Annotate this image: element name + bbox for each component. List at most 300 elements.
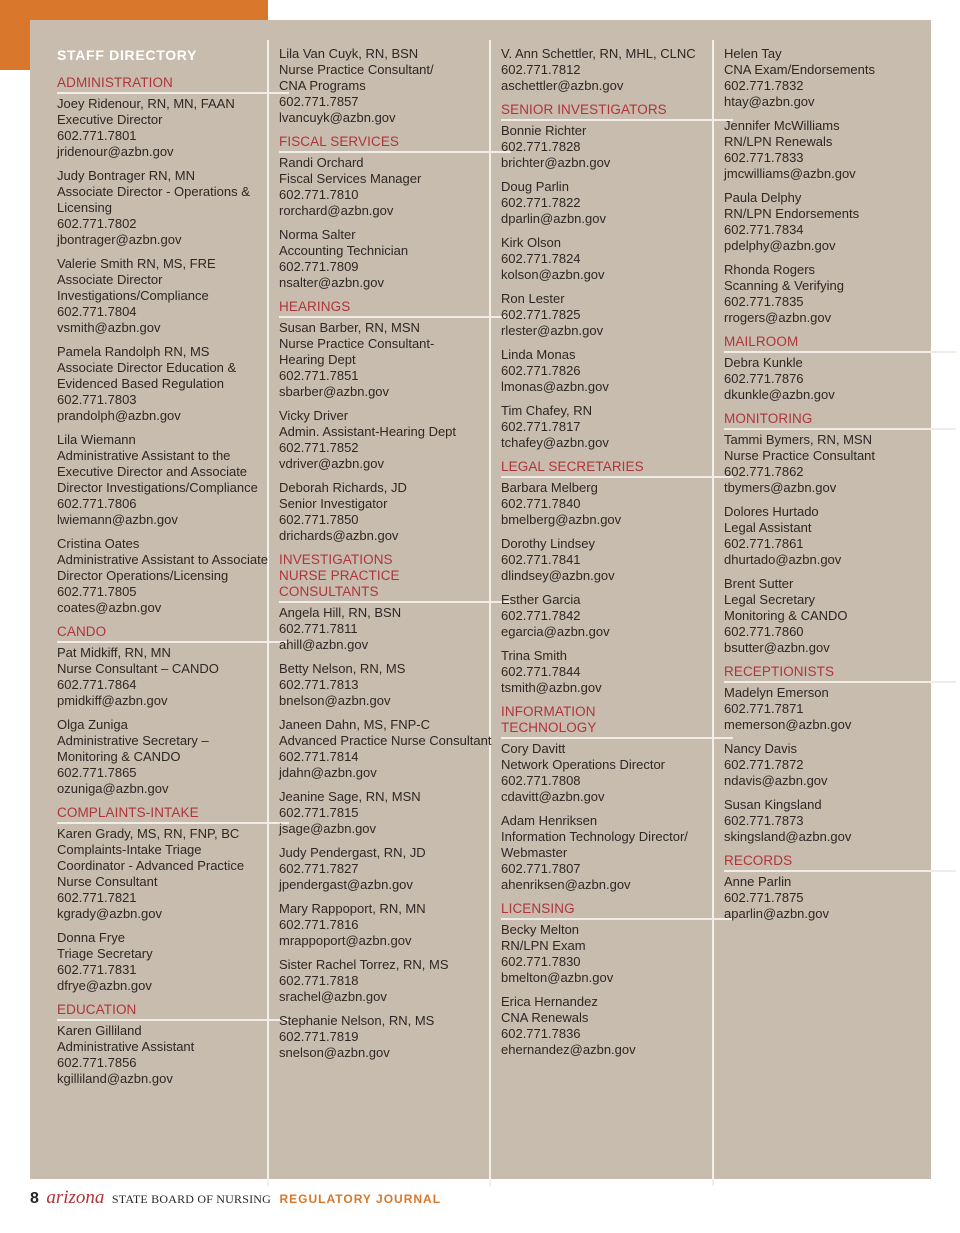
staff-email-link[interactable]: lwiemann@azbn.gov [57,512,178,527]
section-heading [501,704,733,739]
section-heading [279,299,511,318]
staff-title: Associate Director - Operations & [57,184,250,199]
staff-name: Dorothy Lindsey [501,536,595,551]
staff-name: Nancy Davis [724,741,797,756]
staff-email-link[interactable]: pdelphy@azbn.gov [724,238,836,253]
staff-phone: 602.771.7822 [501,195,581,210]
staff-phone: 602.771.7864 [57,677,137,692]
staff-phone: 602.771.7803 [57,392,137,407]
section-heading-line: RECORDS [724,853,793,868]
staff-phone: 602.771.7851 [279,368,359,383]
staff-email-link[interactable]: jridenour@azbn.gov [57,144,174,159]
section-heading-line: SENIOR INVESTIGATORS [501,102,667,117]
section-heading-line: INVESTIGATIONS [279,552,393,567]
staff-email-link[interactable]: drichards@azbn.gov [279,528,399,543]
staff-phone: 602.771.7856 [57,1055,137,1070]
staff-title: Administrative Assistant to Associate [57,552,268,567]
staff-title: Administrative Secretary – [57,733,209,748]
staff-phone: 602.771.7841 [501,552,581,567]
staff-email-link[interactable]: coates@azbn.gov [57,600,162,615]
staff-entry [501,291,733,339]
staff-title: Hearing Dept [279,352,356,367]
directory-section [501,102,733,451]
staff-entry [501,648,733,696]
staff-email-link[interactable]: tchafey@azbn.gov [501,435,609,450]
staff-name: Debra Kunkle [724,355,803,370]
staff-email-link[interactable]: egarcia@azbn.gov [501,624,610,639]
staff-email-link[interactable]: ndavis@azbn.gov [724,773,828,788]
staff-entry [724,685,956,733]
staff-name: Joey Ridenour, RN, MN, FAAN [57,96,235,111]
directory-section [279,552,511,1061]
staff-phone: 602.771.7824 [501,251,581,266]
staff-phone: 602.771.7826 [501,363,581,378]
staff-email-link[interactable]: tsmith@azbn.gov [501,680,602,695]
staff-title: Admin. Assistant-Hearing Dept [279,424,457,439]
staff-phone: 602.771.7808 [501,773,581,788]
staff-email-link[interactable]: kgilliland@azbn.gov [57,1071,173,1086]
staff-title: Licensing [57,200,112,215]
staff-phone: 602.771.7807 [501,861,581,876]
section-heading [57,1002,289,1021]
staff-name: Dolores Hurtado [724,504,819,519]
staff-name: Vicky Driver [279,408,349,423]
staff-name: Linda Monas [501,347,576,362]
section-heading [724,664,956,683]
staff-name: Helen Tay [724,46,782,61]
staff-entry [279,661,511,709]
staff-name: Susan Kingsland [724,797,822,812]
staff-name: Karen Grady, MS, RN, FNP, BC [57,826,240,841]
staff-phone: 602.771.7850 [279,512,359,527]
staff-title: Complaints-Intake Triage [57,842,202,857]
staff-email-link[interactable]: htay@azbn.gov [724,94,815,109]
staff-email-link[interactable]: ehernandez@azbn.gov [501,1042,636,1057]
directory-section [501,459,733,696]
page-title: STAFF DIRECTORY [57,47,198,63]
staff-entry [501,347,733,395]
staff-title: CNA Exam/Endorsements [724,62,876,77]
staff-phone: 602.771.7805 [57,584,137,599]
staff-email-link[interactable]: vdriver@azbn.gov [279,456,384,471]
staff-email-link[interactable]: bsutter@azbn.gov [724,640,830,655]
section-heading-line: ADMINISTRATION [57,75,173,90]
staff-name: Janeen Dahn, MS, FNP-C [279,717,431,732]
staff-email-link[interactable]: nsalter@azbn.gov [279,275,384,290]
staff-phone: 602.771.7812 [501,62,581,77]
staff-entry [57,645,289,709]
staff-name: Jennifer McWilliams [724,118,840,133]
directory-section [724,334,956,403]
staff-title: Legal Secretary [724,592,816,607]
staff-name: Tim Chafey, RN [501,403,593,418]
staff-entry [724,874,956,922]
staff-email-link[interactable]: cdavitt@azbn.gov [501,789,605,804]
staff-title: CNA Programs [279,78,366,93]
staff-title: Webmaster [501,845,568,860]
staff-entry [279,320,511,400]
staff-title: Executive Director and Associate [57,464,248,479]
directory-section [279,46,511,126]
section-heading [57,624,289,643]
staff-email-link[interactable]: dfrye@azbn.gov [57,978,152,993]
staff-email-link[interactable]: dhurtado@azbn.gov [724,552,842,567]
section-heading [724,853,956,872]
staff-email-link[interactable]: kgrady@azbn.gov [57,906,162,921]
staff-entry [501,741,733,805]
section-heading-line: NURSE PRACTICE [279,568,400,583]
staff-entry [724,190,956,254]
staff-phone: 602.771.7806 [57,496,137,511]
staff-phone: 602.771.7811 [279,621,358,636]
section-heading-line: HEARINGS [279,299,351,314]
staff-phone: 602.771.7830 [501,954,581,969]
directory-section [501,46,733,94]
staff-phone: 602.771.7865 [57,765,137,780]
staff-name: Madelyn Emerson [724,685,829,700]
staff-title: RN/LPN Endorsements [724,206,860,221]
staff-entry [724,118,956,182]
directory-section [501,704,733,893]
section-heading [501,901,733,920]
staff-phone: 602.771.7833 [724,150,804,165]
staff-title: Nurse Practice Consultant/ [279,62,434,77]
staff-entry [501,994,733,1058]
staff-entry [724,797,956,845]
directory-section [724,46,956,326]
staff-email-link[interactable]: jmcwilliams@azbn.gov [724,166,856,181]
staff-email-link[interactable]: pmidkiff@azbn.gov [57,693,168,708]
staff-name: Paula Delphy [724,190,802,205]
staff-name: Cristina Oates [57,536,140,551]
staff-entry [279,227,511,291]
section-heading-line: MAILROOM [724,334,799,349]
section-heading [57,805,289,824]
staff-name: Trina Smith [501,648,567,663]
staff-name: Pat Midkiff, RN, MN [57,645,171,660]
staff-entry [279,155,511,219]
staff-title: Administrative Assistant [57,1039,195,1054]
staff-name: Susan Barber, RN, MSN [279,320,420,335]
staff-phone: 602.771.7862 [724,464,804,479]
section-heading [724,411,956,430]
staff-phone: 602.771.7835 [724,294,804,309]
staff-name: Lila Van Cuyk, RN, BSN [279,46,419,61]
section-heading-line: EDUCATION [57,1002,137,1017]
staff-title: Senior Investigator [279,496,388,511]
staff-name: Mary Rappoport, RN, MN [279,901,426,916]
staff-title: Nurse Practice Consultant [724,448,876,463]
staff-entry [501,123,733,171]
staff-entry [724,504,956,568]
staff-entry [279,1013,511,1061]
staff-phone: 602.771.7831 [57,962,137,977]
directory-section [501,901,733,1058]
staff-phone: 602.771.7873 [724,813,804,828]
staff-email-link[interactable]: aschettler@azbn.gov [501,78,624,93]
staff-email-link[interactable]: bnelson@azbn.gov [279,693,391,708]
staff-name: Norma Salter [279,227,356,242]
staff-title: Investigations/Compliance [57,288,209,303]
staff-email-link[interactable]: prandolph@azbn.gov [57,408,181,423]
directory-section [57,805,289,994]
staff-email-link[interactable]: jbontrager@azbn.gov [57,232,182,247]
staff-email-link[interactable]: dlindsey@azbn.gov [501,568,615,583]
staff-title: Director Operations/Licensing [57,568,229,583]
staff-entry [501,403,733,451]
section-heading-line: CANDO [57,624,107,639]
section-heading [279,134,511,153]
staff-email-link[interactable]: ozuniga@azbn.gov [57,781,169,796]
staff-title: Accounting Technician [279,243,409,258]
staff-entry [57,1023,289,1087]
section-heading [57,75,289,94]
staff-title: RN/LPN Renewals [724,134,833,149]
staff-email-link[interactable]: vsmith@azbn.gov [57,320,161,335]
staff-name: Deborah Richards, JD [279,480,407,495]
staff-entry [724,355,956,403]
directory-column-4 [724,46,956,930]
staff-title: Associate Director [57,272,163,287]
staff-phone: 602.771.7814 [279,749,359,764]
staff-phone: 602.771.7876 [724,371,804,386]
staff-email-link[interactable]: jdahn@azbn.gov [279,765,377,780]
staff-phone: 602.771.7840 [501,496,581,511]
staff-email-link[interactable]: srachel@azbn.gov [279,989,387,1004]
staff-title: CNA Renewals [501,1010,589,1025]
directory-column-1 [57,46,289,1095]
section-heading [279,552,511,603]
section-heading-line: COMPLAINTS-INTAKE [57,805,199,820]
staff-name: Karen Gilliland [57,1023,142,1038]
staff-name: Barbara Melberg [501,480,598,495]
staff-name: Rhonda Rogers [724,262,816,277]
staff-email-link[interactable]: lmonas@azbn.gov [501,379,609,394]
staff-phone: 602.771.7801 [57,128,137,143]
staff-name: Bonnie Richter [501,123,587,138]
staff-entry [279,845,511,893]
staff-name: Erica Hernandez [501,994,598,1009]
staff-phone: 602.771.7861 [724,536,804,551]
staff-phone: 602.771.7818 [279,973,359,988]
staff-email-link[interactable]: lvancuyk@azbn.gov [279,110,396,125]
staff-name: Angela Hill, RN, BSN [279,605,402,620]
staff-entry [57,930,289,994]
staff-email-link[interactable]: bmelberg@azbn.gov [501,512,622,527]
publication-state: arizona [46,1187,105,1208]
staff-title: Legal Assistant [724,520,812,535]
directory-column-3 [501,46,733,1066]
section-heading [501,102,733,121]
staff-entry [501,179,733,227]
staff-phone: 602.771.7804 [57,304,137,319]
section-heading-line: TECHNOLOGY [501,720,597,735]
staff-entry [57,344,289,424]
staff-title: Executive Director [57,112,163,127]
directory-section [57,1002,289,1087]
directory-column-2 [279,46,511,1069]
staff-entry [501,480,733,528]
section-heading-line: LEGAL SECRETARIES [501,459,644,474]
staff-email-link[interactable]: jsage@azbn.gov [279,821,377,836]
staff-title: Nurse Practice Consultant- [279,336,435,351]
staff-phone: 602.771.7828 [501,139,581,154]
staff-title: RN/LPN Exam [501,938,586,953]
staff-phone: 602.771.7871 [724,701,804,716]
staff-name: Lila Wiemann [57,432,136,447]
staff-title: Evidenced Based Regulation [57,376,224,391]
staff-title: Monitoring & CANDO [724,608,848,623]
directory-section [724,411,956,656]
staff-entry [57,168,289,248]
staff-email-link[interactable]: snelson@azbn.gov [279,1045,390,1060]
staff-name: Ron Lester [501,291,565,306]
staff-phone: 602.771.7844 [501,664,581,679]
staff-phone: 602.771.7815 [279,805,359,820]
staff-entry [724,432,956,496]
staff-phone: 602.771.7827 [279,861,359,876]
staff-name: Pamela Randolph RN, MS [57,344,210,359]
staff-email-link[interactable]: mrappoport@azbn.gov [279,933,412,948]
staff-email-link[interactable]: dparlin@azbn.gov [501,211,606,226]
staff-email-link[interactable]: dkunkle@azbn.gov [724,387,835,402]
staff-email-link[interactable]: tbymers@azbn.gov [724,480,837,495]
staff-phone: 602.771.7809 [279,259,359,274]
staff-name: V. Ann Schettler, RN, MHL, CLNC [501,46,696,61]
directory-section [279,299,511,544]
staff-entry [724,262,956,326]
staff-email-link[interactable]: rorchard@azbn.gov [279,203,394,218]
staff-title: Advanced Practice Nurse Consultant [279,733,492,748]
staff-phone: 602.771.7825 [501,307,581,322]
staff-title: Monitoring & CANDO [57,749,181,764]
staff-email-link[interactable]: jpendergast@azbn.gov [279,877,413,892]
section-heading-line: RECEPTIONISTS [724,664,835,679]
staff-email-link[interactable]: bmelton@azbn.gov [501,970,614,985]
staff-entry [279,605,511,653]
staff-title: Administrative Assistant to the [57,448,231,463]
section-heading [724,334,956,353]
staff-name: Becky Melton [501,922,580,937]
staff-title: Information Technology Director/ [501,829,688,844]
staff-name: Esther Garcia [501,592,581,607]
publication-journal: REGULATORY JOURNAL [279,1192,442,1206]
staff-email-link[interactable]: brichter@azbn.gov [501,155,611,170]
staff-title: Scanning & Verifying [724,278,844,293]
staff-email-link[interactable]: rlester@azbn.gov [501,323,604,338]
staff-entry [279,408,511,472]
staff-phone: 602.771.7836 [501,1026,581,1041]
staff-email-link[interactable]: aparlin@azbn.gov [724,906,829,921]
staff-name: Judy Pendergast, RN, JD [279,845,426,860]
section-heading-line: MONITORING [724,411,813,426]
staff-entry [279,957,511,1005]
staff-email-link[interactable]: memerson@azbn.gov [724,717,852,732]
staff-phone: 602.771.7834 [724,222,804,237]
staff-phone: 602.771.7816 [279,917,359,932]
staff-entry [57,96,289,160]
staff-email-link[interactable]: rrogers@azbn.gov [724,310,832,325]
staff-phone: 602.771.7857 [279,94,359,109]
directory-section [279,134,511,291]
staff-name: Betty Nelson, RN, MS [279,661,406,676]
staff-entry [724,46,956,110]
staff-title: Nurse Consultant [57,874,158,889]
section-heading-line: CONSULTANTS [279,584,379,599]
publication-board: STATE BOARD OF NURSING [111,1192,272,1206]
staff-title: Director Investigations/Compliance [57,480,258,495]
staff-title: Coordinator - Advanced Practice [57,858,245,873]
staff-name: Tammi Bymers, RN, MSN [724,432,873,447]
staff-name: Anne Parlin [724,874,792,889]
directory-section [724,664,956,845]
staff-phone: 602.771.7875 [724,890,804,905]
staff-phone: 602.771.7817 [501,419,581,434]
staff-phone: 602.771.7860 [724,624,804,639]
staff-title: Network Operations Director [501,757,665,772]
section-heading-line: FISCAL SERVICES [279,134,400,149]
staff-entry [279,901,511,949]
staff-entry [724,741,956,789]
staff-entry [279,46,511,126]
staff-title: Fiscal Services Manager [279,171,422,186]
staff-name: Valerie Smith RN, MS, FRE [57,256,216,271]
section-heading [501,459,733,478]
staff-name: Randi Orchard [279,155,364,170]
staff-title: Triage Secretary [57,946,153,961]
directory-section [57,624,289,797]
staff-entry [57,536,289,616]
staff-title: Associate Director Education & [57,360,237,375]
page-footer [30,1188,441,1208]
staff-name: Doug Parlin [501,179,569,194]
staff-entry [501,813,733,893]
staff-email-link[interactable]: kolson@azbn.gov [501,267,605,282]
staff-phone: 602.771.7819 [279,1029,359,1044]
directory-section [724,853,956,922]
staff-entry [724,576,956,656]
page-number: 8 [30,1190,39,1207]
staff-entry [501,536,733,584]
staff-phone: 602.771.7821 [57,890,137,905]
staff-name: Adam Henriksen [501,813,598,828]
section-heading-line: INFORMATION [501,704,596,719]
staff-name: Stephanie Nelson, RN, MS [279,1013,435,1028]
staff-email-link[interactable]: ahill@azbn.gov [279,637,369,652]
staff-entry [501,592,733,640]
staff-entry [279,789,511,837]
staff-email-link[interactable]: sbarber@azbn.gov [279,384,390,399]
staff-entry [501,46,733,94]
staff-entry [279,480,511,544]
staff-entry [57,717,289,797]
staff-name: Cory Davitt [501,741,566,756]
staff-phone: 602.771.7802 [57,216,137,231]
staff-email-link[interactable]: skingsland@azbn.gov [724,829,852,844]
staff-name: Donna Frye [57,930,125,945]
staff-phone: 602.771.7813 [279,677,359,692]
staff-entry [57,432,289,528]
staff-name: Jeanine Sage, RN, MSN [279,789,421,804]
staff-entry [57,826,289,922]
directory-section [57,75,289,616]
staff-name: Judy Bontrager RN, MN [57,168,195,183]
staff-phone: 602.771.7872 [724,757,804,772]
staff-entry [501,922,733,986]
section-heading-line: LICENSING [501,901,575,916]
staff-entry [57,256,289,336]
staff-email-link[interactable]: ahenriksen@azbn.gov [501,877,631,892]
